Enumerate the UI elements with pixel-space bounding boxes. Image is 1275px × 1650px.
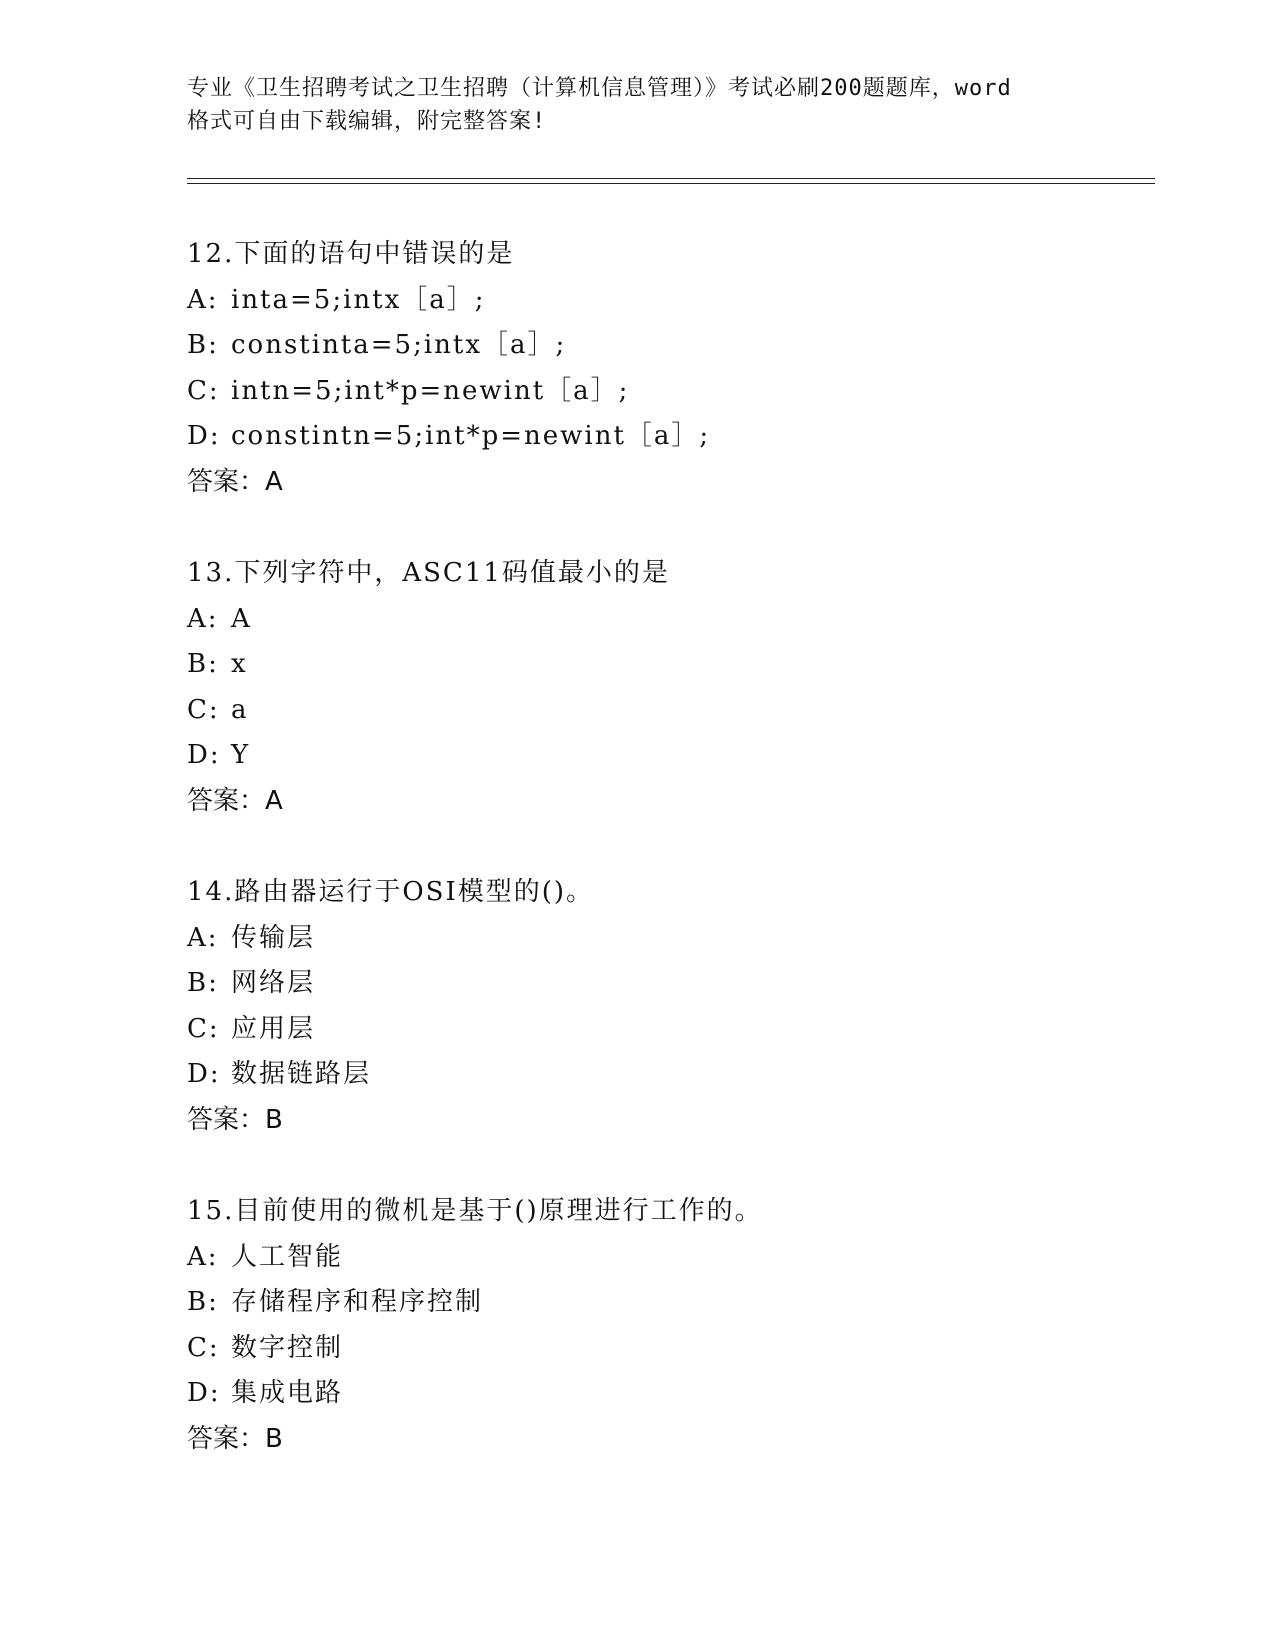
option-text: constinta=5;intx［a］;: [231, 330, 567, 360]
option-text: 人工智能: [231, 1241, 344, 1272]
answer-line: 答案：A: [187, 785, 283, 816]
question-title: 14.路由器运行于OSI模型的()。: [187, 877, 595, 907]
option-label: C:: [187, 375, 220, 406]
option-label: D:: [187, 421, 221, 451]
option-text: 数字控制: [231, 1332, 344, 1363]
option-text: a: [231, 694, 249, 725]
question-14: [187, 870, 1147, 1143]
question-title: 15.目前使用的微机是基于()原理进行工作的。: [187, 1196, 763, 1226]
option-d: [187, 1052, 1147, 1098]
option-text: 传输层: [231, 922, 316, 953]
option-d: [187, 414, 1147, 460]
option-text: 网络层: [231, 968, 316, 998]
option-label: A:: [187, 284, 219, 315]
question-15: [187, 1189, 1147, 1462]
header-line-1: 专业《卫生招聘考试之卫生招聘（计算机信息管理）》考试必刷200题题库，word: [187, 76, 1012, 101]
question-13: [187, 551, 1147, 824]
option-a: [187, 916, 1147, 962]
option-label: A:: [187, 922, 219, 953]
option-text: 应用层: [231, 1013, 316, 1044]
option-d: [187, 1371, 1147, 1417]
option-text: constintn=5;int*p=newint［a］;: [231, 421, 711, 451]
answer-line: 答案：A: [187, 466, 283, 497]
option-label: A:: [187, 603, 219, 634]
option-b: [187, 1280, 1147, 1326]
option-a: [187, 597, 1147, 643]
option-text: Y: [231, 740, 251, 770]
option-label: B:: [187, 649, 219, 679]
question-title: 13.下列字符中，ASC11码值最小的是: [187, 558, 670, 588]
option-text: inta=5;intx［a］;: [231, 284, 486, 315]
option-d: [187, 733, 1147, 779]
option-a: [187, 1235, 1147, 1281]
option-label: C:: [187, 1332, 220, 1363]
option-text: 数据链路层: [231, 1059, 372, 1089]
option-text: A: [231, 603, 252, 634]
option-b: [187, 323, 1147, 369]
option-label: C:: [187, 694, 220, 725]
option-c: [187, 369, 1147, 415]
option-label: D:: [187, 1059, 221, 1089]
option-label: D:: [187, 1378, 221, 1408]
header-line-2: 格式可自由下载编辑，附完整答案!: [187, 109, 547, 134]
option-text: x: [231, 649, 248, 679]
option-label: D:: [187, 740, 221, 770]
header-divider-top: [187, 178, 1155, 179]
option-a: [187, 278, 1147, 324]
option-c: [187, 1326, 1147, 1372]
option-label: B:: [187, 330, 219, 360]
header-divider-bottom: [187, 183, 1155, 184]
option-b: [187, 961, 1147, 1007]
option-text: 集成电路: [231, 1378, 344, 1408]
option-label: B:: [187, 968, 219, 998]
question-12: [187, 232, 1147, 505]
option-label: A:: [187, 1241, 219, 1272]
option-c: [187, 1007, 1147, 1053]
option-b: [187, 642, 1147, 688]
option-label: B:: [187, 1287, 219, 1317]
answer-line: 答案：B: [187, 1104, 283, 1135]
question-list: [187, 232, 1147, 1508]
option-text: intn=5;int*p=newint［a］;: [231, 375, 630, 406]
option-text: 存储程序和程序控制: [231, 1287, 484, 1317]
answer-line: 答案：B: [187, 1423, 283, 1454]
question-title: 12.下面的语句中错误的是: [187, 239, 515, 269]
option-c: [187, 688, 1147, 734]
option-label: C:: [187, 1013, 220, 1044]
document-header: [187, 72, 1087, 138]
